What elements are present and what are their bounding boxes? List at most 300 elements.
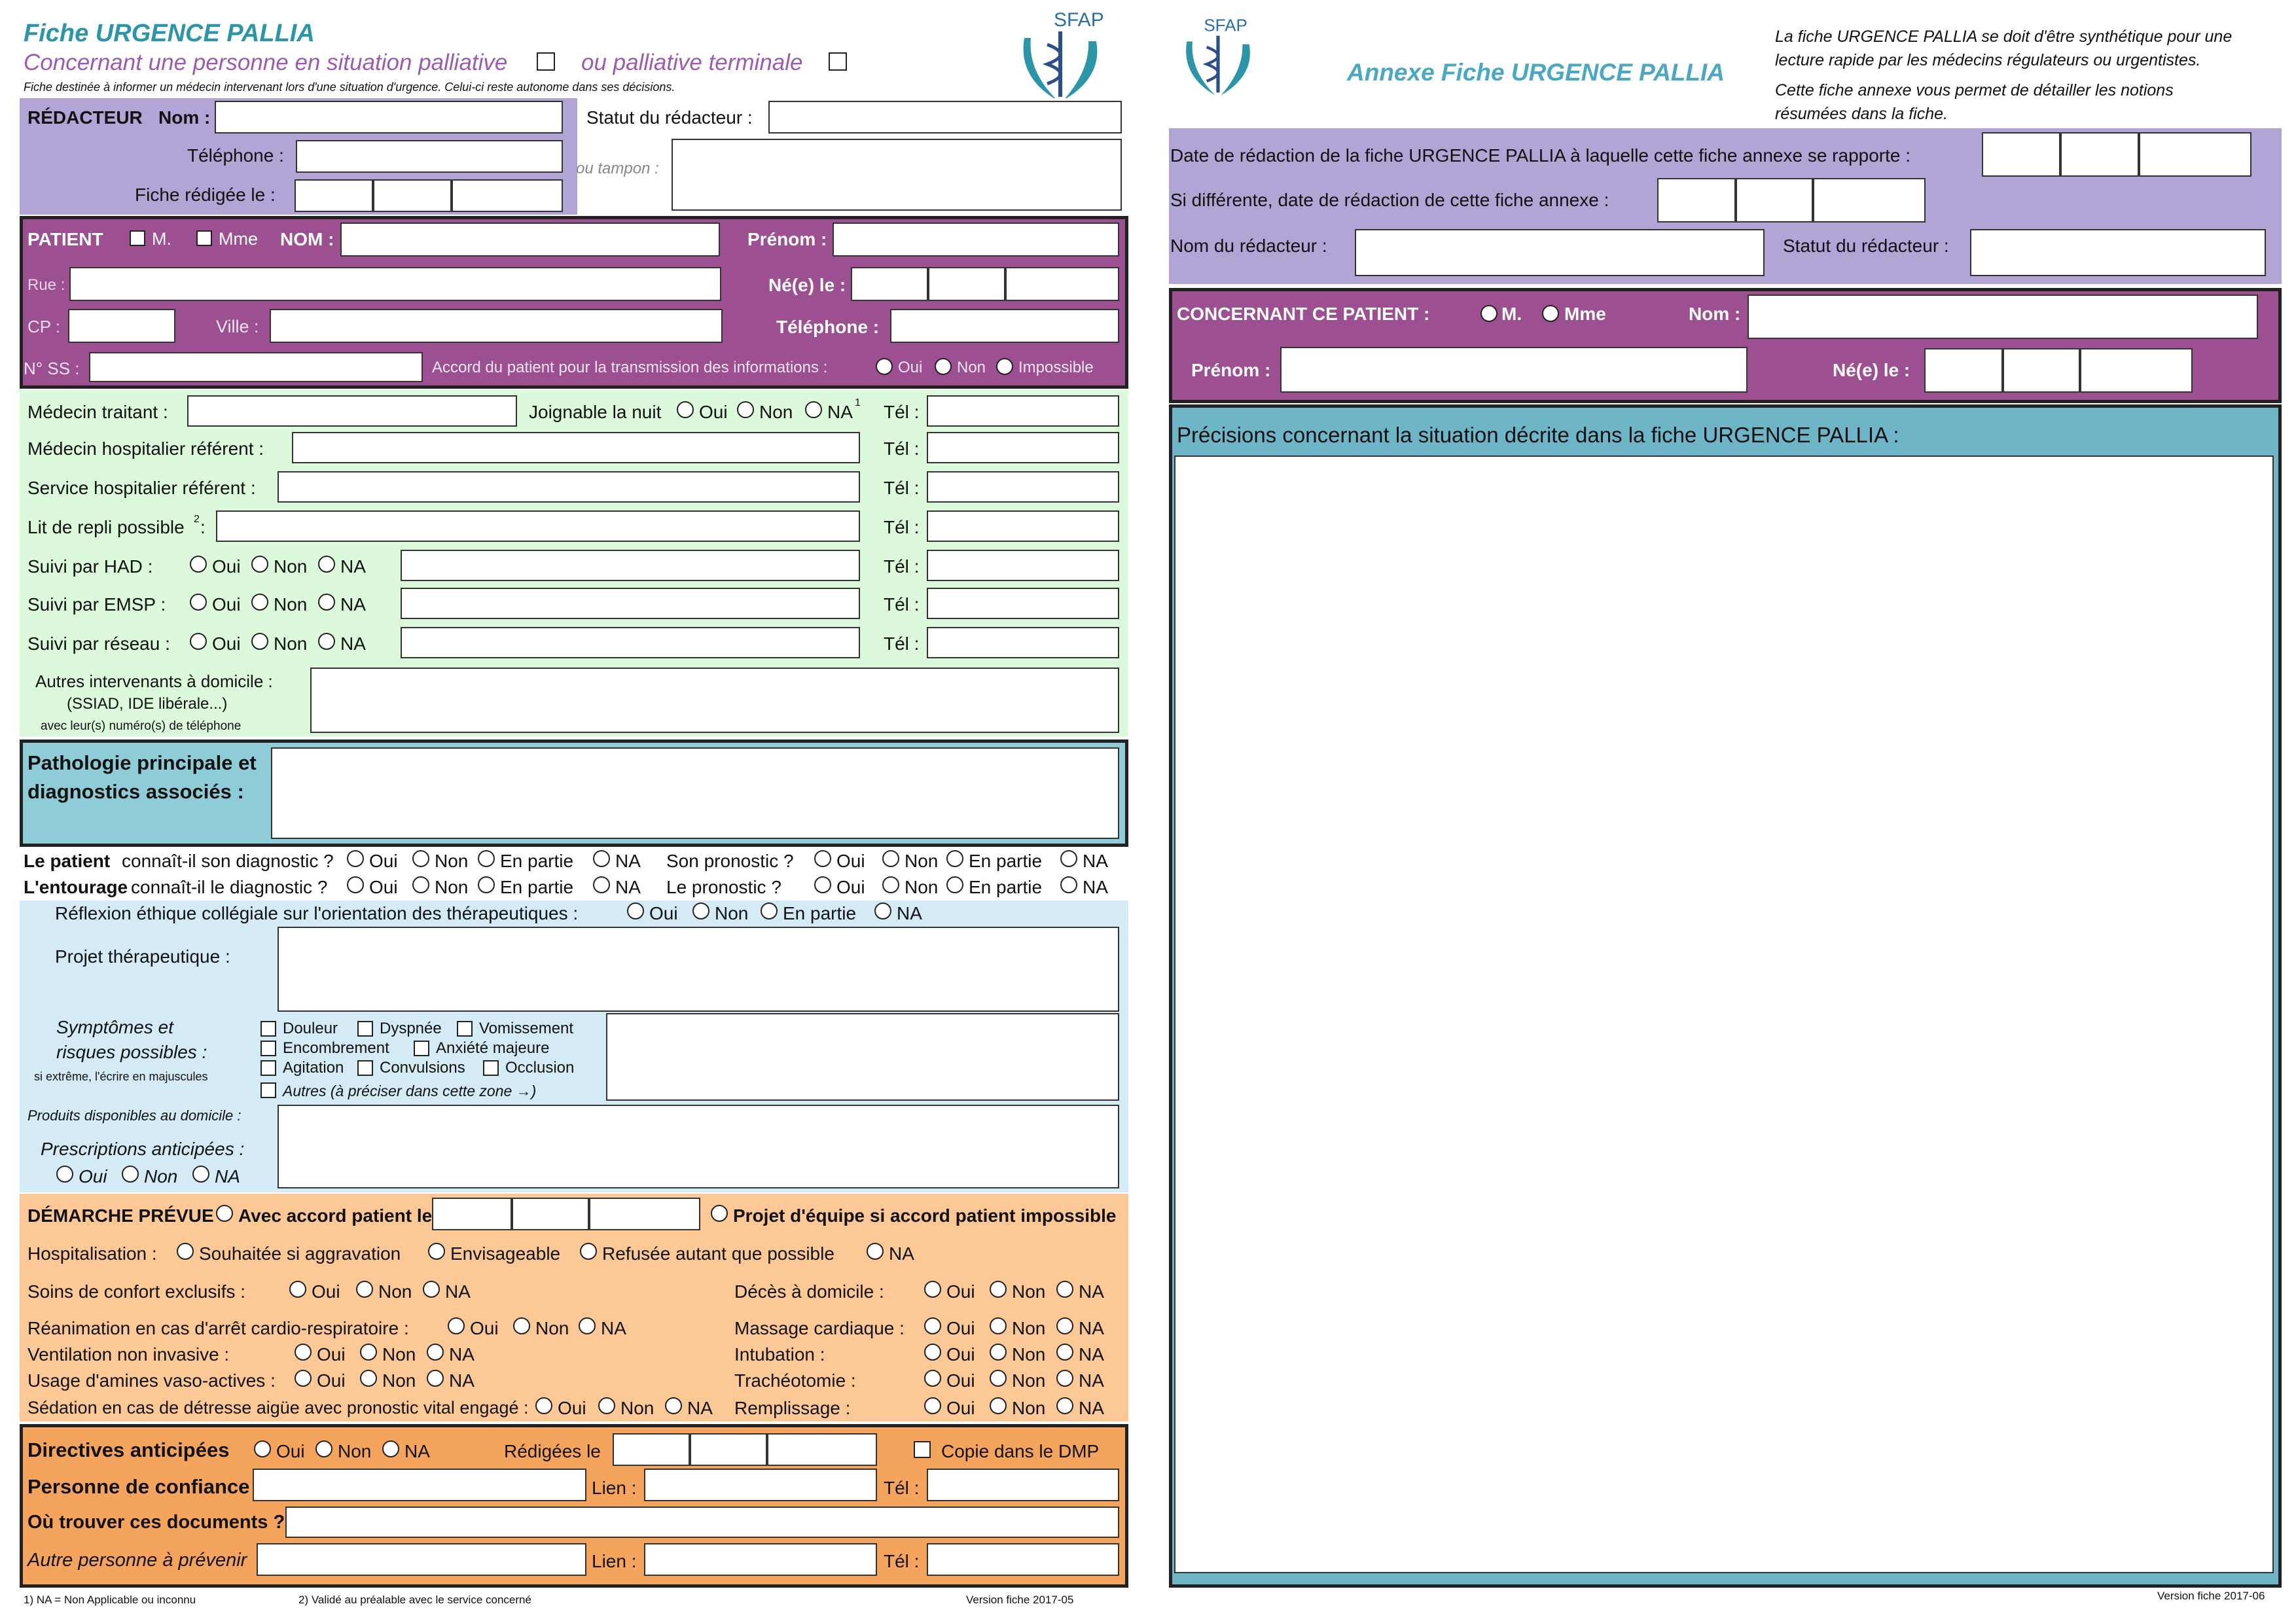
annexe-ne-annee-field[interactable]	[2080, 348, 2193, 393]
amines-oui-radio[interactable]	[295, 1370, 312, 1387]
confiance-label: Personne de confiance	[27, 1475, 250, 1498]
annexe-info-3: Cette fiche annexe vous permet de détailler les notions	[1775, 81, 2174, 99]
remplissage-label: Remplissage :	[734, 1398, 851, 1418]
diag-patient-partie-radio[interactable]	[478, 850, 495, 867]
redacteur-nom-field[interactable]	[215, 101, 563, 134]
emsp-na-label: NA	[340, 594, 366, 615]
directives-oui-label: Oui	[276, 1441, 305, 1461]
hosp-souhaitee-label: Souhaitée si aggravation	[199, 1243, 401, 1264]
annexe-date-annee-field[interactable]	[1813, 178, 1926, 223]
reseau-oui-radio[interactable]	[190, 633, 207, 650]
intubation-non-radio[interactable]	[990, 1344, 1007, 1361]
ventilation-na-radio[interactable]	[427, 1344, 444, 1361]
reanimation-oui-radio[interactable]	[448, 1317, 465, 1334]
massage-oui-radio[interactable]	[924, 1317, 941, 1334]
intubation-non-label: Non	[1012, 1344, 1046, 1364]
patient-nom-field[interactable]	[340, 223, 720, 257]
prono-entourage-oui-label: Oui	[836, 877, 865, 897]
intubation-na-label: NA	[1079, 1344, 1104, 1364]
patient-m-checkbox[interactable]	[130, 230, 145, 246]
had-label: Suivi par HAD :	[27, 556, 153, 577]
amines-oui-label: Oui	[317, 1370, 346, 1391]
prono-patient-na-radio[interactable]	[1060, 850, 1077, 867]
prescriptions-na-radio[interactable]	[192, 1166, 209, 1183]
reanimation-non-radio[interactable]	[513, 1317, 530, 1334]
pathologie-label-1: Pathologie principale et	[27, 751, 257, 774]
patient-ne-jour-field[interactable]	[851, 267, 928, 301]
confiance-lien-label: Lien :	[592, 1478, 637, 1498]
intubation-oui-label: Oui	[946, 1344, 975, 1364]
hosp-souhaitee-radio[interactable]	[177, 1243, 194, 1260]
occlusion-label: Occlusion	[505, 1059, 575, 1077]
massage-label: Massage cardiaque :	[734, 1318, 905, 1338]
autres-intervenants-note: avec leur(s) numéro(s) de téléphone	[41, 719, 242, 733]
redacteur-statut-field[interactable]	[768, 101, 1122, 134]
projet-therapeutique-label: Projet thérapeutique :	[55, 946, 230, 967]
reseau-na-label: NA	[340, 633, 366, 654]
sedation-oui-radio[interactable]	[535, 1397, 552, 1414]
directives-jour-field[interactable]	[613, 1433, 690, 1466]
accord-annee-field[interactable]	[589, 1198, 700, 1230]
sedation-non-radio[interactable]	[598, 1397, 615, 1414]
diag-entourage-na-radio[interactable]	[593, 876, 610, 893]
ou-trouver-label: Où trouver ces documents ?	[27, 1512, 285, 1533]
pathologie-field[interactable]	[271, 747, 1119, 839]
emsp-na-radio[interactable]	[318, 594, 335, 611]
joignable-na-label: NA	[827, 402, 853, 422]
dyspnee-label: Dyspnée	[380, 1020, 442, 1037]
precisions-field[interactable]	[1174, 455, 2274, 1573]
diag-patient-partie-label: En partie	[500, 851, 574, 871]
autre-tel-field[interactable]	[927, 1543, 1119, 1576]
date-redaction-annee-field[interactable]	[2139, 132, 2251, 177]
diag-patient-na-radio[interactable]	[593, 850, 610, 867]
patient-prenom-field[interactable]	[833, 223, 1119, 257]
massage-non-label: Non	[1012, 1318, 1046, 1338]
douleur-checkbox[interactable]	[260, 1021, 276, 1037]
medecin-traitant-label: Médecin traitant :	[27, 402, 168, 422]
accord-oui-label: Oui	[898, 359, 923, 376]
lit-repli-tel-field[interactable]	[927, 510, 1119, 542]
emsp-oui-radio[interactable]	[190, 594, 207, 611]
statut-redacteur-label: Statut du rédacteur :	[1783, 236, 1949, 256]
accord-mois-field[interactable]	[512, 1198, 589, 1230]
amines-label: Usage d'amines vaso-actives :	[27, 1370, 276, 1391]
diag-entourage-oui-radio[interactable]	[347, 876, 364, 893]
redigee-mois-field[interactable]	[373, 179, 452, 212]
directives-non-label: Non	[338, 1441, 372, 1461]
joignable-oui-radio[interactable]	[677, 401, 694, 418]
accord-jour-field[interactable]	[432, 1198, 512, 1230]
reflexion-na-label: NA	[897, 903, 922, 923]
confiance-lien-field[interactable]	[644, 1469, 877, 1501]
copie-dmp-checkbox[interactable]	[914, 1441, 931, 1458]
emsp-field[interactable]	[401, 588, 860, 619]
annexe-ne-jour-field[interactable]	[1924, 348, 2003, 393]
date-redaction-jour-field[interactable]	[1982, 132, 2060, 177]
agitation-label: Agitation	[283, 1059, 344, 1077]
hosp-refusee-radio[interactable]	[580, 1243, 597, 1260]
tel-label-5: Tél :	[884, 556, 920, 577]
autres-symptomes-checkbox[interactable]	[260, 1082, 276, 1098]
patient-telephone-label: Téléphone :	[776, 317, 880, 337]
soins-na-radio[interactable]	[423, 1281, 440, 1298]
nom-redacteur-field[interactable]	[1355, 229, 1765, 276]
projet-equipe-radio[interactable]	[711, 1205, 728, 1222]
medecin-hosp-tel-field[interactable]	[927, 432, 1119, 463]
had-field[interactable]	[401, 550, 860, 581]
annexe-mme-radio[interactable]	[1542, 305, 1559, 322]
encombrement-checkbox[interactable]	[260, 1041, 276, 1056]
had-na-radio[interactable]	[318, 556, 335, 573]
patient-cp-label: CP :	[27, 317, 61, 336]
pathologie-label-2: diagnostics associés :	[27, 780, 244, 803]
entourage-connait-label: connaît-il le diagnostic ?	[131, 877, 328, 897]
accord-non-radio[interactable]	[935, 358, 952, 375]
reanimation-na-radio[interactable]	[579, 1317, 596, 1334]
patient-cp-field[interactable]	[68, 309, 175, 343]
reseau-oui-label: Oui	[212, 633, 241, 654]
sfap-logo-text: SFAP	[1054, 9, 1104, 31]
date-redaction-label: Date de rédaction de la fiche URGENCE PALLIA à laquelle cette fiche annexe se rapporte :	[1170, 145, 1911, 166]
accord-oui-radio[interactable]	[876, 358, 893, 375]
had-oui-radio[interactable]	[190, 556, 207, 573]
diag-entourage-non-radio[interactable]	[412, 876, 429, 893]
autres-intervenants-field[interactable]	[310, 668, 1119, 733]
diag-patient-oui-radio[interactable]	[347, 850, 364, 867]
service-hosp-field[interactable]	[278, 471, 860, 503]
remplissage-na-radio[interactable]	[1056, 1397, 1073, 1414]
patient-connait-label: connaît-il son diagnostic ?	[122, 851, 334, 871]
prono-entourage-non-radio[interactable]	[882, 876, 899, 893]
emsp-non-radio[interactable]	[251, 594, 268, 611]
deces-oui-label: Oui	[946, 1281, 975, 1302]
convulsions-label: Convulsions	[380, 1059, 465, 1077]
sedation-non-label: Non	[620, 1398, 655, 1418]
directives-non-radio[interactable]	[315, 1440, 332, 1457]
reflexion-non-radio[interactable]	[692, 902, 709, 919]
redacteur-telephone-label: Téléphone :	[187, 145, 284, 166]
autre-personne-field[interactable]	[257, 1543, 586, 1576]
tracheotomie-non-radio[interactable]	[990, 1370, 1007, 1387]
reseau-non-radio[interactable]	[251, 633, 268, 650]
tracheotomie-label: Trachéotomie :	[734, 1370, 856, 1391]
diag-entourage-partie-radio[interactable]	[478, 876, 495, 893]
reflexion-partie-label: En partie	[783, 903, 857, 923]
projet-therapeutique-field[interactable]	[278, 927, 1119, 1012]
directives-na-radio[interactable]	[382, 1440, 399, 1457]
accord-impossible-label: Impossible	[1018, 359, 1094, 376]
patient-m-label: M.	[152, 229, 171, 249]
ventilation-non-radio[interactable]	[360, 1344, 377, 1361]
autre-lien-label: Lien :	[592, 1551, 637, 1571]
deces-na-radio[interactable]	[1056, 1281, 1073, 1298]
massage-oui-label: Oui	[946, 1318, 975, 1338]
massage-na-radio[interactable]	[1056, 1317, 1073, 1334]
soins-non-label: Non	[378, 1281, 412, 1302]
demarche-heading: DÉMARCHE PRÉVUE	[27, 1205, 214, 1226]
hosp-envisageable-radio[interactable]	[428, 1243, 445, 1260]
reflexion-oui-radio[interactable]	[627, 902, 644, 919]
autre-lien-field[interactable]	[644, 1543, 877, 1576]
autres-symptomes-field[interactable]	[606, 1013, 1119, 1101]
dyspnee-checkbox[interactable]	[357, 1021, 373, 1037]
prono-entourage-partie-label: En partie	[969, 877, 1043, 897]
avec-accord-radio[interactable]	[216, 1205, 233, 1222]
directives-oui-radio[interactable]	[254, 1440, 271, 1457]
hospitalisation-label: Hospitalisation :	[27, 1243, 157, 1264]
date-redaction-mois-field[interactable]	[2060, 132, 2139, 177]
tampon-field[interactable]	[672, 139, 1122, 211]
reflexion-oui-label: Oui	[649, 903, 678, 923]
patient-ne-mois-field[interactable]	[928, 267, 1005, 301]
patient-mme-checkbox[interactable]	[196, 230, 212, 246]
directives-annee-field[interactable]	[767, 1433, 877, 1466]
agitation-checkbox[interactable]	[260, 1060, 276, 1076]
prono-entourage-oui-radio[interactable]	[814, 876, 831, 893]
confiance-tel-label: Tél :	[884, 1478, 920, 1498]
douleur-label: Douleur	[283, 1020, 338, 1037]
prescriptions-label: Prescriptions anticipées :	[41, 1139, 245, 1159]
left-version: Version fiche 2017-05	[966, 1594, 1074, 1606]
reseau-label: Suivi par réseau :	[27, 633, 170, 654]
joignable-na-radio[interactable]	[805, 401, 822, 418]
massage-na-label: NA	[1079, 1318, 1104, 1338]
annexe-date-jour-field[interactable]	[1657, 178, 1736, 223]
emsp-tel-field[interactable]	[927, 588, 1119, 619]
hosp-na-label: NA	[889, 1243, 914, 1264]
reflexion-na-radio[interactable]	[874, 902, 891, 919]
copie-dmp-label: Copie dans le DMP	[941, 1441, 1100, 1461]
footnote-1-marker: 1	[855, 397, 861, 408]
patient-nss-field[interactable]	[89, 352, 423, 382]
diag-patient-non-radio[interactable]	[412, 850, 429, 867]
soins-confort-label: Soins de confort exclusifs :	[27, 1281, 246, 1302]
vomissement-label: Vomissement	[479, 1020, 574, 1037]
directives-na-label: NA	[404, 1441, 430, 1461]
directives-mois-field[interactable]	[690, 1433, 767, 1466]
convulsions-checkbox[interactable]	[357, 1060, 373, 1076]
sfap-logo	[1011, 5, 1109, 103]
redacteur-telephone-field[interactable]	[296, 140, 563, 173]
hosp-na-radio[interactable]	[867, 1243, 884, 1260]
prono-patient-non-radio[interactable]	[882, 850, 899, 867]
diag-patient-oui-label: Oui	[369, 851, 398, 871]
soins-non-radio[interactable]	[356, 1281, 373, 1298]
patient-ville-label: Ville :	[216, 317, 259, 336]
redigee-annee-field[interactable]	[452, 179, 563, 212]
had-non-radio[interactable]	[251, 556, 268, 573]
prono-patient-oui-radio[interactable]	[814, 850, 831, 867]
sedation-na-label: NA	[687, 1398, 713, 1418]
accord-impossible-radio[interactable]	[996, 358, 1013, 375]
medecin-hosp-label: Médecin hospitalier référent :	[27, 438, 264, 459]
tel-label-1: Tél :	[884, 402, 920, 422]
deces-non-radio[interactable]	[990, 1281, 1007, 1298]
diag-entourage-na-label: NA	[615, 877, 641, 897]
remplissage-na-label: NA	[1079, 1398, 1104, 1418]
annexe-prenom-field[interactable]	[1280, 347, 1748, 393]
left-title: Fiche URGENCE PALLIA	[24, 20, 315, 47]
deces-oui-radio[interactable]	[924, 1281, 941, 1298]
prono-patient-oui-label: Oui	[836, 851, 865, 871]
hosp-envisageable-label: Envisageable	[450, 1243, 561, 1264]
reseau-field[interactable]	[401, 627, 860, 658]
annexe-info-1: La fiche URGENCE PALLIA se doit d'être synthétique pour une	[1775, 27, 2233, 46]
confiance-field[interactable]	[253, 1469, 586, 1501]
prono-patient-na-label: NA	[1083, 851, 1108, 871]
annexe-m-radio[interactable]	[1480, 305, 1498, 322]
joignable-non-label: Non	[759, 402, 793, 422]
prescriptions-na-label: NA	[215, 1166, 240, 1186]
left-subtitle-palliative: Concernant une personne en situation palliative	[24, 50, 508, 75]
remplissage-non-radio[interactable]	[990, 1397, 1007, 1414]
amines-non-label: Non	[382, 1370, 416, 1391]
prono-entourage-partie-radio[interactable]	[946, 876, 963, 893]
directives-heading: Directives anticipées	[27, 1438, 230, 1461]
deces-na-label: NA	[1079, 1281, 1104, 1302]
terminale-checkbox[interactable]	[829, 52, 847, 71]
tel-label-4: Tél :	[884, 517, 920, 537]
diag-entourage-partie-label: En partie	[500, 877, 574, 897]
reanimation-non-label: Non	[535, 1318, 569, 1338]
palliative-checkbox[interactable]	[537, 52, 555, 71]
deces-non-label: Non	[1012, 1281, 1046, 1302]
tracheotomie-na-radio[interactable]	[1056, 1370, 1073, 1387]
anxiete-label: Anxiété majeure	[436, 1039, 550, 1057]
sfap-logo-annexe-text: SFAP	[1204, 15, 1247, 35]
joignable-oui-label: Oui	[699, 402, 728, 422]
autres-intervenants-example: (SSIAD, IDE libérale...)	[67, 695, 228, 713]
patient-mme-label: Mme	[219, 229, 258, 249]
anxiete-checkbox[interactable]	[414, 1041, 429, 1056]
son-pronostic-label: Son pronostic ?	[666, 851, 794, 871]
patient-telephone-field[interactable]	[890, 309, 1119, 343]
intubation-na-radio[interactable]	[1056, 1344, 1073, 1361]
annexe-date-mois-field[interactable]	[1736, 178, 1813, 223]
occlusion-checkbox[interactable]	[483, 1060, 499, 1076]
produits-label: Produits disponibles au domicile :	[27, 1107, 242, 1124]
medecin-traitant-field[interactable]	[187, 395, 517, 427]
footnote-1: 1) NA = Non Applicable ou inconnu	[24, 1594, 196, 1606]
prescriptions-oui-label: Oui	[79, 1166, 107, 1186]
tel-label-3: Tél :	[884, 478, 920, 498]
prescriptions-non-radio[interactable]	[122, 1166, 139, 1183]
annexe-mme-label: Mme	[1564, 304, 1606, 324]
prono-entourage-na-label: NA	[1083, 877, 1108, 897]
redigees-le-label: Rédigées le	[504, 1441, 601, 1461]
tracheotomie-oui-radio[interactable]	[924, 1370, 941, 1387]
accord-non-label: Non	[957, 359, 986, 376]
prescriptions-oui-radio[interactable]	[56, 1166, 73, 1183]
patient-ne-label: Né(e) le :	[768, 275, 846, 295]
lit-repli-field[interactable]	[216, 510, 860, 542]
annexe-nom-field[interactable]	[1748, 294, 2258, 339]
tampon-label: ou tampon :	[576, 160, 659, 177]
patient-nom-label: NOM :	[280, 229, 334, 249]
redigee-jour-field[interactable]	[295, 179, 373, 212]
ventilation-na-label: NA	[449, 1344, 475, 1364]
patient-rue-field[interactable]	[69, 267, 721, 301]
patient-rue-label: Rue :	[27, 276, 65, 294]
patient-ville-field[interactable]	[270, 309, 723, 343]
redigee-le-label: Fiche rédigée le :	[135, 185, 276, 205]
redacteur-heading: RÉDACTEUR	[27, 107, 143, 128]
symptomes-label-2: risques possibles :	[56, 1042, 207, 1062]
joignable-nuit-label: Joignable la nuit	[529, 402, 662, 422]
annexe-ne-mois-field[interactable]	[2003, 348, 2080, 393]
footnote-2-marker: 2	[194, 514, 200, 525]
statut-redacteur-field[interactable]	[1970, 229, 2266, 276]
amines-non-radio[interactable]	[360, 1370, 377, 1387]
patient-prenom-label: Prénom :	[747, 229, 827, 249]
encombrement-label: Encombrement	[283, 1039, 389, 1057]
reflexion-ethique-label: Réflexion éthique collégiale sur l'orientation des thérapeutiques :	[55, 903, 579, 923]
soins-oui-radio[interactable]	[289, 1281, 306, 1298]
confiance-tel-field[interactable]	[927, 1469, 1119, 1501]
reflexion-partie-radio[interactable]	[761, 902, 778, 919]
prono-patient-partie-radio[interactable]	[946, 850, 963, 867]
precisions-label: Précisions concernant la situation décrite dans la fiche URGENCE PALLIA :	[1177, 423, 1899, 447]
sedation-na-radio[interactable]	[665, 1397, 682, 1414]
reanimation-oui-label: Oui	[470, 1318, 499, 1338]
diag-entourage-non-label: Non	[435, 877, 469, 897]
vomissement-checkbox[interactable]	[457, 1021, 473, 1037]
reseau-na-radio[interactable]	[318, 633, 335, 650]
massage-non-radio[interactable]	[990, 1317, 1007, 1334]
deces-domicile-label: Décès à domicile :	[734, 1281, 884, 1302]
autres-symptomes-label: Autres (à préciser dans cette zone →)	[283, 1082, 537, 1099]
tracheotomie-oui-label: Oui	[946, 1370, 975, 1391]
annexe-info-4: résumées dans la fiche.	[1775, 105, 1948, 123]
reseau-tel-field[interactable]	[927, 627, 1119, 658]
annexe-nom-label: Nom :	[1689, 304, 1741, 324]
medecin-hosp-field[interactable]	[292, 432, 860, 463]
prono-entourage-na-radio[interactable]	[1060, 876, 1077, 893]
prono-patient-non-label: Non	[905, 851, 939, 871]
left-subtitle-terminale: ou palliative terminale	[581, 50, 803, 75]
ventilation-label: Ventilation non invasive :	[27, 1344, 230, 1364]
had-non-label: Non	[274, 556, 308, 577]
had-na-label: NA	[340, 556, 366, 577]
tel-label-6: Tél :	[884, 594, 920, 615]
ventilation-oui-label: Oui	[317, 1344, 346, 1364]
had-tel-field[interactable]	[927, 550, 1119, 581]
intubation-label: Intubation :	[734, 1344, 825, 1364]
autre-tel-label: Tél :	[884, 1551, 920, 1571]
diag-patient-na-label: NA	[615, 851, 641, 871]
symptomes-note: si extrême, l'écrire en majuscules	[34, 1070, 208, 1083]
tel-label-2: Tél :	[884, 438, 920, 459]
autres-intervenants-label: Autres intervenants à domicile :	[35, 671, 273, 691]
joignable-non-radio[interactable]	[737, 401, 754, 418]
intubation-oui-radio[interactable]	[924, 1344, 941, 1361]
produits-prescriptions-field[interactable]	[278, 1105, 1119, 1188]
ventilation-oui-radio[interactable]	[295, 1344, 312, 1361]
amines-na-radio[interactable]	[427, 1370, 444, 1387]
emsp-label: Suivi par EMSP :	[27, 594, 166, 615]
footnote-2: 2) Validé au préalable avec le service concerné	[298, 1594, 531, 1606]
remplissage-oui-radio[interactable]	[924, 1397, 941, 1414]
reflexion-non-label: Non	[715, 903, 749, 923]
left-purpose-note: Fiche destinée à informer un médecin intervenant lors d'une situation d'urgence. Celui-ci reste autonome dans ses décisions.	[24, 80, 675, 94]
medecin-traitant-tel-field[interactable]	[927, 395, 1119, 427]
service-hosp-tel-field[interactable]	[927, 471, 1119, 503]
le-pronostic-label: Le pronostic ?	[666, 877, 781, 897]
remplissage-oui-label: Oui	[946, 1398, 975, 1418]
ou-trouver-field[interactable]	[285, 1507, 1119, 1538]
patient-ne-annee-field[interactable]	[1005, 267, 1119, 301]
